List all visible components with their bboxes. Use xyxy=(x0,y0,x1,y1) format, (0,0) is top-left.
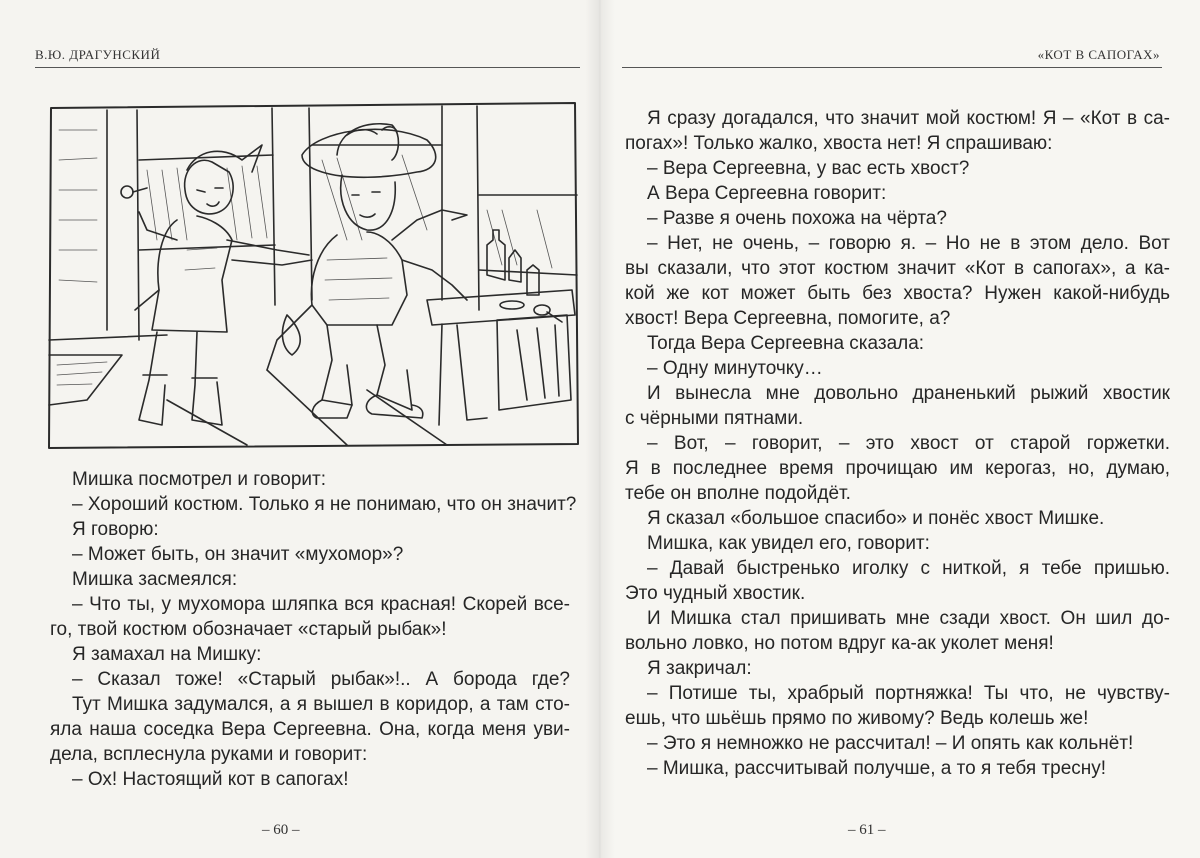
text-line: яла наша соседка Вера Сергеевна. Она, когда меня уви- xyxy=(50,719,570,740)
text-line: – Что ты, у мухомора шляпка вся красная! Скорей все- xyxy=(72,594,570,615)
text-line: И Мишка стал пришивать мне сзади хвост. Он шил до- xyxy=(647,608,1170,629)
text-line: дела, всплеснула руками и говорит: xyxy=(50,744,368,765)
header-rule xyxy=(622,67,1162,68)
text-line: погах»! Только жалко, хвоста нет! Я спрашиваю: xyxy=(625,133,1053,154)
text-line: Я сразу догадался, что значит мой костюм! Я – «Кот в са- xyxy=(647,108,1170,129)
text-line: А Вера Сергеевна говорит: xyxy=(647,183,887,204)
text-line: Мишка засмеялся: xyxy=(72,569,238,590)
text-line: – Хороший костюм. Только я не понимаю, что он значит? xyxy=(72,494,577,515)
left-page-text xyxy=(50,467,577,792)
text-line: – Ох! Настоящий кот в сапогах! xyxy=(72,769,349,790)
right-page xyxy=(600,0,1200,858)
text-line: И вынесла мне довольно драненький рыжий хвостик xyxy=(647,383,1170,404)
text-line: Я говорю: xyxy=(72,519,159,540)
right-page-text xyxy=(625,106,1170,781)
text-line: Мишка, как увидел его, говорит: xyxy=(647,533,930,554)
text-line: ешь, что шьёшь прямо по живому? Ведь колешь же! xyxy=(625,708,1089,729)
illustration-drawing xyxy=(47,100,582,455)
book-gutter xyxy=(585,0,615,858)
text-line: – Сказал тоже! «Старый рыбак»!.. А борода где? xyxy=(72,669,570,690)
text-line: хвост! Вера Сергеевна, помогите, а? xyxy=(625,308,951,329)
illustration xyxy=(47,100,582,455)
text-line: – Может быть, он значит «мухомор»? xyxy=(72,544,404,565)
text-line: – Нет, не очень, – говорю я. – Но не в этом дело. Вот xyxy=(647,233,1170,254)
text-line: – Вот, – говорит, – это хвост от старой горжетки. xyxy=(647,433,1170,454)
header-rule xyxy=(35,67,580,68)
text-line: Тогда Вера Сергеевна сказала: xyxy=(647,333,925,354)
text-line: – Давай быстренько иголку с ниткой, я тебе пришью. xyxy=(647,558,1170,579)
running-head-title: «КОТ В САПОГАХ» xyxy=(1037,47,1160,62)
text-line: вы сказали, что этот костюм значит «Кот в сапогах», а ка- xyxy=(625,258,1170,279)
text-line: Это чудный хвостик. xyxy=(625,583,806,604)
text-line: го, твой костюм обозначает «старый рыбак»! xyxy=(50,619,447,640)
text-line: Я замахал на Мишку: xyxy=(72,644,262,665)
text-line: – Вера Сергеевна, у вас есть хвост? xyxy=(647,158,970,179)
text-line: вольно ловко, но потом вдруг ка-ак уколет меня! xyxy=(625,633,1054,654)
text-line: Я сказал «большое спасибо» и понёс хвост Мишке. xyxy=(647,508,1105,529)
text-line: – Разве я очень похожа на чёрта? xyxy=(647,208,947,229)
text-line: – Это я немножко не рассчитал! – И опять как кольнёт! xyxy=(647,733,1134,754)
text-line: – Одну минуточку… xyxy=(647,358,823,379)
text-line: кой же кот может быть без хвоста? Нужен какой-нибудь xyxy=(625,283,1170,304)
text-line: – Потише ты, храбрый портняжка! Ты что, не чувству- xyxy=(647,683,1170,704)
text-line: – Мишка, рассчитывай получше, а то я тебя тресну! xyxy=(647,758,1107,779)
text-line: с чёрными пятнами. xyxy=(625,408,804,429)
page-number-left: – 60 – xyxy=(262,822,300,838)
text-line: Я в последнее время прочищаю им керогаз, но, думаю, xyxy=(625,458,1170,479)
text-line: тебе он вполне подойдёт. xyxy=(625,483,851,504)
text-line: Я закричал: xyxy=(647,658,752,679)
text-line: Мишка посмотрел и говорит: xyxy=(72,469,326,490)
running-head-author: В.Ю. ДРАГУНСКИЙ xyxy=(35,47,161,62)
text-line: Тут Мишка задумался, а я вышел в коридор, а там сто- xyxy=(72,694,570,715)
page-number-right: – 61 – xyxy=(848,822,886,838)
